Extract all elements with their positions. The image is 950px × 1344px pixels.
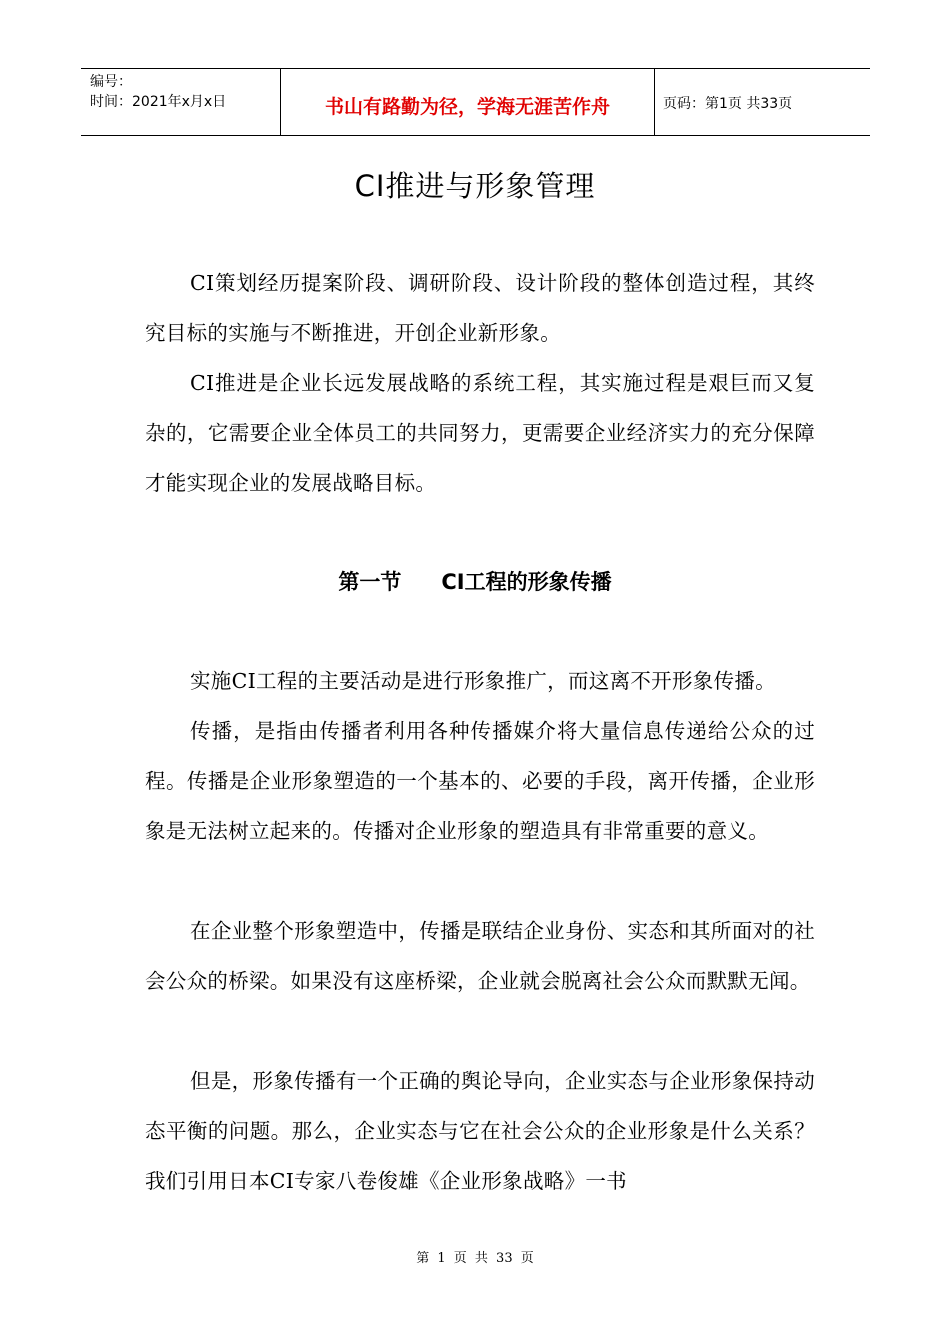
header-motto: 书山有路勤为径，学海无涯苦作舟 (281, 69, 655, 135)
document-title: CI推进与形象管理 (354, 169, 596, 203)
number-label: 编号： (90, 74, 132, 90)
section-number: 第一节 (338, 570, 402, 594)
body-paragraph-1: 实施CI工程的主要活动是进行形象推广，而这离不开形象传播。 (190, 669, 776, 693)
intro-paragraph-1: CI策划经历提案阶段、调研阶段、设计阶段的整体创造过程，其终究目标的实施与不断推进，开创企业新形象。 (145, 271, 815, 345)
date-label: 时间：2021年x月x日 (90, 94, 227, 110)
intro-paragraph-2: CI推进是企业长远发展战略的系统工程，其实施过程是艰巨而又复杂的，它需要企业全体员工的共同努力，更需要企业经济实力的充分保障才能实现企业的发展战略目标。 (145, 371, 815, 495)
section-name: CI工程的形象传播 (441, 570, 612, 594)
body-paragraph-2: 传播，是指由传播者利用各种传播媒介将大量信息传递给公众的过程。传播是企业形象塑造的一个基本的、必要的手段，离开传播，企业形象是无法树立起来的。传播对企业形象的塑造具有非常重要的意义。 (145, 719, 815, 843)
section-heading (0, 566, 950, 596)
header-page-info: 页码：第1页 共33页 (663, 96, 793, 112)
body-paragraph-4: 但是，形象传播有一个正确的舆论导向，企业实态与企业形象保持动态平衡的问题。那么，企业实态与它在社会公众的企业形象是什么关系？我们引用日本CI专家八卷俊雄《企业形象战略》一书 (145, 1069, 815, 1193)
body-paragraph-3: 在企业整个形象塑造中，传播是联结企业身份、实态和其所面对的社会公众的桥梁。如果没有这座桥梁，企业就会脱离社会公众而默默无闻。 (145, 919, 815, 993)
header-meta (81, 69, 281, 135)
page-footer: 第 1 页 共 33 页 (416, 1251, 534, 1266)
document-header (81, 68, 870, 136)
